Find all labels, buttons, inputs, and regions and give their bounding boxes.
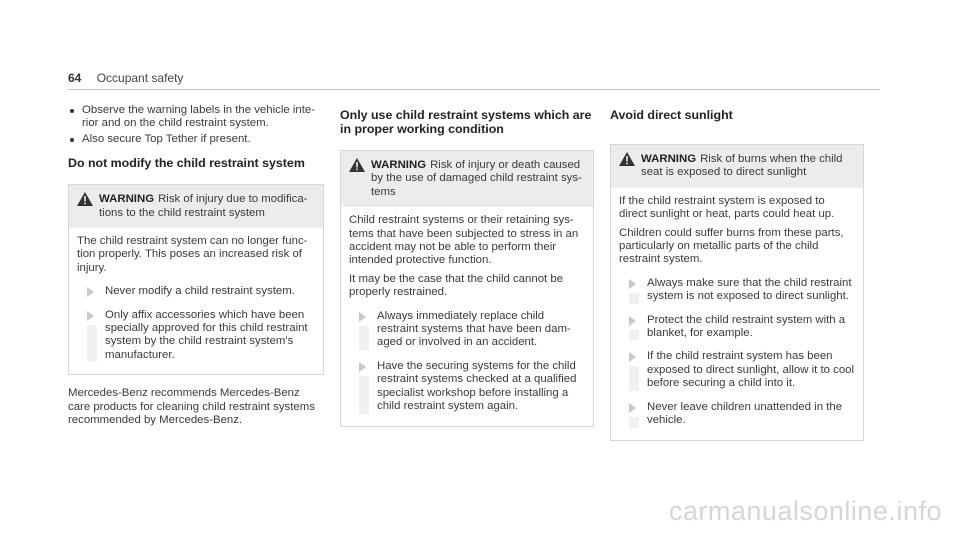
section-title: Occupant safety xyxy=(96,71,184,85)
warning-body xyxy=(611,188,863,440)
arrow-icon xyxy=(629,279,636,289)
warning-body-text: The child restraint system can no longer func-tion properly. This poses an increased risk of injury. xyxy=(77,235,308,274)
warning-body-text: Child restraint systems or their retaining sys-tems that have been subjected to stress in an accident may not be able to perform their intended protective function. xyxy=(349,214,579,267)
warning-triangle-icon xyxy=(77,192,93,206)
warning-body-text: It may be the case that the child cannot be properly restrained. xyxy=(349,272,564,299)
section-heading: Do not modify the child restraint system xyxy=(68,156,305,171)
bullet-icon xyxy=(70,109,74,113)
recommendation-text: Mercedes-Benz recommends Mercedes-Benz care products for cleaning child restraint systems recommended by Mercedes-Benz. xyxy=(68,387,315,427)
arrow-icon xyxy=(87,287,94,297)
page-number: 64 xyxy=(68,71,82,85)
arrow-icon xyxy=(629,352,636,362)
arrow-icon xyxy=(359,362,366,372)
watermark: carmanualsonline.info xyxy=(668,496,942,526)
warning-box xyxy=(68,184,324,375)
warning-box xyxy=(340,150,594,427)
instruction-step: Always immediately replace child restraint systems that have been dam-aged or involved in an accident. xyxy=(349,310,585,350)
instruction-step: Only affix accessories which have been specially approved for this child restraint system by the child restraint system's manufacturer. xyxy=(77,309,315,363)
warning-body-text: Children could suffer burns from these parts, particularly on metallic parts of the child restraint system. xyxy=(619,226,844,266)
warning-label: WARNING xyxy=(371,159,427,171)
instruction-step: Never modify a child restraint system. xyxy=(77,285,315,298)
section-heading: Only use child restraint systems which are in proper working condition xyxy=(340,108,592,136)
warning-body xyxy=(69,228,323,374)
warning-box xyxy=(610,144,864,441)
column-3 xyxy=(610,104,864,441)
page-header xyxy=(68,71,183,85)
column-2 xyxy=(340,104,594,427)
warning-header xyxy=(611,145,863,188)
instruction-step: If the child restraint system has been exposed to direct sunlight, allow it to cool before securing a child into it. xyxy=(619,350,855,390)
instruction-step: Protect the child restraint system with a blanket, for example. xyxy=(619,314,855,341)
column-1 xyxy=(68,104,324,428)
warning-text: Risk of injury or death caused by the use of damaged child restraint sys-tems xyxy=(371,159,582,198)
instruction-step: Never leave children unattended in the vehicle. xyxy=(619,401,855,428)
instruction-step: Have the securing systems for the child restraint systems checked at a qualified specialist workshop before installing a child restraint system again. xyxy=(349,360,585,414)
warning-triangle-icon xyxy=(619,152,635,166)
list-item: Also secure Top Tether if present. xyxy=(68,133,324,146)
instruction-step: Always make sure that the child restraint system is not exposed to direct sunlight. xyxy=(619,277,855,304)
arrow-icon xyxy=(629,316,636,326)
warning-body xyxy=(341,207,593,425)
bullet-icon xyxy=(70,138,74,142)
section-heading: Avoid direct sunlight xyxy=(610,108,733,122)
bullet-list xyxy=(68,104,324,146)
arrow-icon xyxy=(359,312,366,322)
warning-label: WARNING xyxy=(641,153,697,165)
header-divider xyxy=(68,89,880,90)
warning-triangle-icon xyxy=(349,158,365,172)
arrow-icon xyxy=(629,403,636,413)
warning-text: Risk of injury due to modifica-tions to the child restraint system xyxy=(99,193,308,219)
warning-header xyxy=(69,185,323,228)
list-item: Observe the warning labels in the vehicle inte-rior and on the child restraint system. xyxy=(68,104,324,131)
warning-body-text: If the child restraint system is exposed to direct sunlight or heat, parts could heat up. xyxy=(619,194,835,221)
warning-label: WARNING xyxy=(99,193,155,206)
arrow-icon xyxy=(87,311,94,321)
warning-header xyxy=(341,151,593,207)
warning-text: Risk of burns when the child seat is exposed to direct sunlight xyxy=(641,153,843,179)
